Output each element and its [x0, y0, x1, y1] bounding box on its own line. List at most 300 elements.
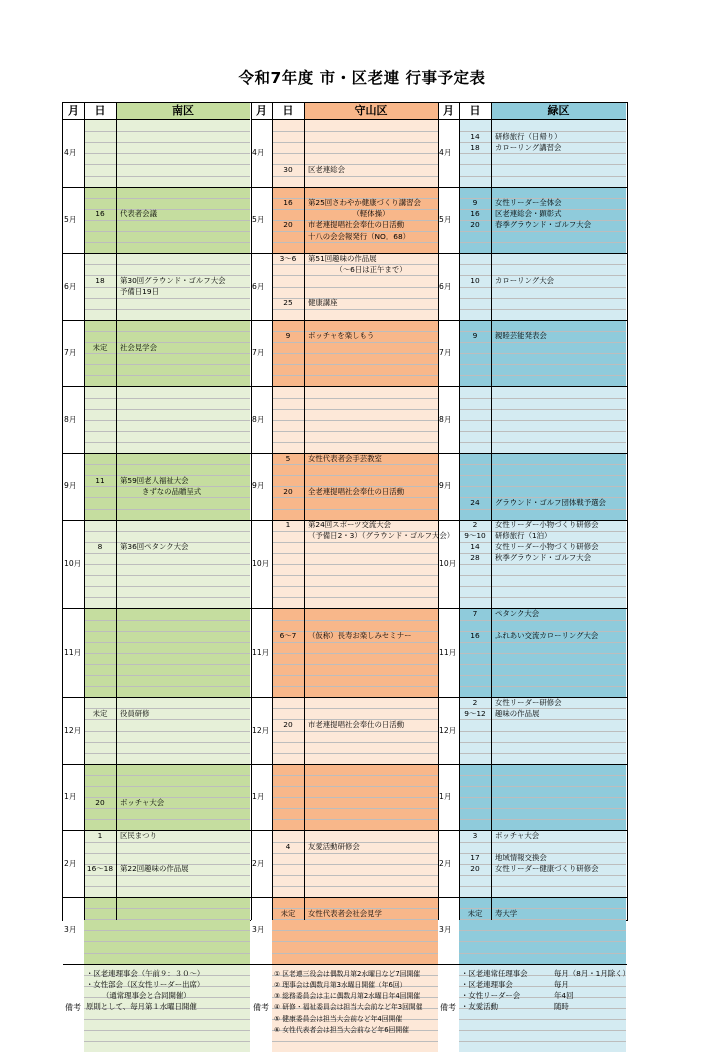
- event-day: 7: [472, 608, 478, 618]
- remarks-midori-label: ・友愛活動: [461, 1002, 498, 1012]
- row-line: [272, 409, 438, 410]
- event-text: 親睦芸能発表会: [495, 331, 547, 341]
- row-line: [272, 675, 438, 676]
- event-text: ふれあい交流カローリング大会: [495, 631, 599, 641]
- row-line: [459, 353, 626, 354]
- row-line: [272, 919, 438, 920]
- row-line: [84, 220, 250, 221]
- row-line: [272, 398, 438, 399]
- row-line: [84, 675, 250, 676]
- row-line: [272, 664, 438, 665]
- row-line: [459, 719, 626, 720]
- event-text: ペタンク大会: [495, 608, 540, 618]
- event-text: 区老連総会: [308, 164, 345, 174]
- event-text: 寿大学: [495, 908, 518, 918]
- remarks-midori-label: ・女性リーダー会: [461, 991, 521, 1001]
- row-line: [459, 642, 626, 643]
- row-line: [272, 1041, 438, 1042]
- row-line: [459, 930, 626, 931]
- month-label: 5月: [439, 214, 452, 224]
- row-line: [272, 153, 438, 154]
- row-line: [459, 153, 626, 154]
- row-line: [459, 586, 626, 587]
- month-label: 9月: [64, 481, 77, 491]
- row-line: [84, 597, 250, 598]
- row-line: [459, 1030, 626, 1031]
- event-day: 20: [283, 719, 293, 729]
- row-line: [459, 575, 626, 576]
- event-day: 9: [472, 198, 478, 208]
- row-line: [272, 708, 438, 709]
- event-day: 5: [285, 453, 291, 463]
- remarks-moriyama-line: ② 理事会は偶数月第3水曜日開催（年6回）: [274, 981, 407, 990]
- event-text: 区民まつり: [120, 830, 157, 840]
- month-label: 12月: [439, 725, 457, 735]
- remarks-moriyama-line: ① 区老連三役会は偶数月第2水曜日など7回開催: [274, 970, 421, 979]
- month-label: 10月: [252, 559, 270, 568]
- row-line: [459, 464, 626, 465]
- event-text: 女性代表者会社会見学: [308, 908, 382, 918]
- row-line: [272, 620, 438, 621]
- event-day: 14: [470, 131, 480, 141]
- row-line: [84, 420, 250, 421]
- event-day: 20: [283, 220, 293, 230]
- event-text: 役員研修: [120, 708, 150, 718]
- row-line: [84, 808, 250, 809]
- event-text: （仮称）長寿お楽しみセミナー: [308, 631, 412, 641]
- row-line: [459, 398, 626, 399]
- row-line: [84, 1019, 250, 1020]
- row-line: [272, 375, 438, 376]
- event-day: 9: [472, 331, 478, 341]
- row-line: [459, 675, 626, 676]
- month-label: 11月: [252, 647, 270, 657]
- row-line: [459, 164, 626, 165]
- event-day: 24: [470, 497, 480, 507]
- row-line: [459, 431, 626, 432]
- row-line: [84, 287, 250, 288]
- month-label: 6月: [64, 281, 77, 291]
- event-text: （予備日2・3）（グラウンド・ゴルフ大会）: [308, 531, 455, 541]
- row-line: [84, 509, 250, 510]
- month-separator: [63, 964, 627, 965]
- event-text: 第30回グラウンド・ゴルフ大会: [120, 275, 226, 285]
- event-day: 20: [95, 797, 105, 807]
- month-label: 3月: [64, 925, 77, 935]
- row-line: [459, 1041, 626, 1042]
- row-line: [272, 542, 438, 543]
- row-line: [459, 819, 626, 820]
- event-day: 9～12: [464, 708, 486, 718]
- month-separator: [63, 187, 627, 188]
- row-line: [84, 198, 250, 199]
- row-line: [272, 131, 438, 132]
- row-line: [459, 1019, 626, 1020]
- event-text: ボッチャ大会: [120, 797, 165, 807]
- event-day: 20: [283, 486, 293, 496]
- row-line: [84, 464, 250, 465]
- row-line: [272, 742, 438, 743]
- event-text: カローリング大会: [495, 275, 554, 285]
- row-line: [272, 564, 438, 565]
- row-line: [272, 497, 438, 498]
- row-line: [459, 564, 626, 565]
- row-line: [459, 941, 626, 942]
- event-text: 第24回スポーツ交流大会: [308, 520, 392, 530]
- remarks-minami-line: ・区老連理事会（午前９：３０～）: [86, 969, 205, 979]
- row-line: [272, 775, 438, 776]
- row-line: [84, 908, 250, 909]
- row-line: [459, 742, 626, 743]
- event-day: 9: [285, 331, 291, 341]
- row-line: [84, 586, 250, 587]
- row-line: [84, 941, 250, 942]
- row-line: [84, 930, 250, 931]
- event-text: 研修旅行（日帰り）: [495, 131, 562, 141]
- row-line: [84, 176, 250, 177]
- row-line: [272, 275, 438, 276]
- event-text: 趣味の作品展: [495, 708, 540, 718]
- row-line: [272, 642, 438, 643]
- row-line: [272, 242, 438, 243]
- row-line: [84, 153, 250, 154]
- remarks-label: 備考: [65, 1003, 81, 1012]
- month-label: 9月: [252, 481, 265, 491]
- month-label: 10月: [64, 559, 82, 568]
- row-line: [272, 176, 438, 177]
- header-day: 日: [84, 103, 116, 120]
- row-line: [84, 564, 250, 565]
- remarks-midori-label: ・区老連常任理事会: [461, 969, 528, 979]
- remarks-midori-value: 随時: [554, 1002, 569, 1012]
- row-line: [459, 842, 626, 843]
- row-line: [84, 409, 250, 410]
- event-text: 女性リーダー健康づくり研修会: [495, 864, 599, 874]
- remarks-moriyama-line: ④ 研修・福祉委員会は担当大会前など年3回開催: [274, 1003, 423, 1012]
- event-text: 予備日19日: [120, 287, 159, 296]
- row-line: [84, 497, 250, 498]
- month-label: 3月: [439, 925, 452, 935]
- row-line: [459, 309, 626, 310]
- month-label: 11月: [439, 647, 457, 657]
- row-line: [84, 653, 250, 654]
- month-label: 4月: [252, 148, 265, 158]
- row-line: [84, 553, 250, 554]
- event-day: 30: [283, 164, 293, 174]
- row-line: [459, 231, 626, 232]
- event-day: 10: [470, 275, 480, 285]
- month-label: 6月: [252, 281, 265, 291]
- event-text: きずなの品贈呈式: [142, 486, 202, 496]
- event-day: 25: [283, 298, 293, 308]
- month-label: 8月: [64, 414, 77, 424]
- month-label: 2月: [439, 858, 452, 868]
- page-title: 令和7年度 市・区老連 行事予定表: [238, 69, 486, 87]
- row-line: [84, 919, 250, 920]
- event-text: 友愛活動研修会: [308, 842, 360, 851]
- row-line: [84, 753, 250, 754]
- row-line: [459, 176, 626, 177]
- month-separator: [63, 386, 627, 387]
- event-text: 春季グラウンド・ゴルフ大会: [495, 220, 592, 230]
- header-month: 月: [251, 103, 272, 120]
- event-day: 4: [285, 842, 291, 851]
- month-separator: [63, 764, 627, 765]
- row-line: [459, 775, 626, 776]
- row-line: [459, 420, 626, 421]
- event-text: 第59回老人福祉大会: [120, 475, 189, 485]
- row-line: [272, 586, 438, 587]
- row-line: [272, 442, 438, 443]
- row-line: [459, 797, 626, 798]
- event-day: 20: [470, 864, 480, 874]
- month-label: 2月: [64, 858, 77, 868]
- event-day: 2: [472, 520, 478, 530]
- event-day: 18: [470, 142, 480, 152]
- month-label: 2月: [252, 858, 265, 868]
- row-line: [84, 686, 250, 687]
- event-day: 2: [472, 697, 478, 707]
- row-line: [272, 553, 438, 554]
- row-line: [84, 719, 250, 720]
- row-line: [459, 919, 626, 920]
- month-label: 1月: [64, 792, 77, 802]
- row-line: [84, 431, 250, 432]
- event-text: ボッチャを楽しもう: [308, 331, 375, 341]
- row-line: [84, 164, 250, 165]
- event-day: 16: [470, 631, 480, 641]
- row-line: [84, 886, 250, 887]
- row-line: [84, 742, 250, 743]
- event-day: 16: [470, 209, 480, 219]
- event-day: 16～18: [86, 864, 114, 874]
- event-text: 女性リーダー研修会: [495, 697, 562, 707]
- event-text: （～6日は正午まで）: [335, 264, 407, 274]
- month-label: 11月: [64, 647, 82, 657]
- row-line: [459, 242, 626, 243]
- header-day: 日: [272, 103, 304, 120]
- month-label: 12月: [252, 725, 270, 735]
- row-line: [84, 142, 250, 143]
- month-label: 8月: [252, 414, 265, 424]
- row-line: [272, 930, 438, 931]
- month-label: 1月: [252, 792, 265, 802]
- event-text: 全老連提唱社会奉仕の日活動: [308, 486, 405, 496]
- row-line: [272, 875, 438, 876]
- row-line: [272, 797, 438, 798]
- event-day: 17: [470, 853, 480, 863]
- event-day: 20: [470, 220, 480, 230]
- header-month: 月: [438, 103, 459, 120]
- row-line: [84, 531, 250, 532]
- row-line: [84, 331, 250, 332]
- row-line: [84, 1041, 250, 1042]
- row-line: [272, 731, 438, 732]
- event-text: 秋季グラウンド・ゴルフ大会: [495, 553, 592, 563]
- row-line: [84, 353, 250, 354]
- month-separator: [63, 320, 627, 321]
- row-line: [272, 886, 438, 887]
- schedule-table: [62, 102, 630, 1034]
- row-line: [459, 664, 626, 665]
- row-line: [272, 686, 438, 687]
- event-text: 第36回ペタンク大会: [120, 542, 189, 552]
- row-line: [459, 786, 626, 787]
- remarks-minami-line: 原則として、毎月第１水曜日開催: [86, 1002, 197, 1012]
- event-day: 未定: [467, 908, 483, 918]
- row-line: [459, 364, 626, 365]
- row-line: [459, 808, 626, 809]
- row-line: [84, 364, 250, 365]
- event-text: 第22回趣味の作品展: [120, 864, 189, 874]
- event-day: 11: [95, 475, 105, 485]
- event-day: 未定: [92, 708, 108, 718]
- row-line: [84, 775, 250, 776]
- row-line: [272, 364, 438, 365]
- row-line: [272, 309, 438, 310]
- month-label: 6月: [439, 281, 452, 291]
- row-line: [459, 509, 626, 510]
- event-day: 16: [283, 198, 293, 208]
- row-line: [272, 464, 438, 465]
- row-line: [84, 309, 250, 310]
- remarks-midori-label: ・区老連理事会: [461, 980, 513, 990]
- remarks-label: 備考: [440, 1003, 456, 1012]
- month-label: 5月: [64, 214, 77, 224]
- row-line: [272, 808, 438, 809]
- row-line: [459, 686, 626, 687]
- event-text: 市老連提唱社会奉仕の日活動: [308, 220, 405, 230]
- event-text: 女性リーダー小物づくり研修会: [495, 542, 599, 552]
- header-midori: 緑区: [491, 103, 626, 120]
- event-text: 社会見学会: [120, 342, 157, 352]
- row-line: [84, 786, 250, 787]
- remarks-label: 備考: [253, 1003, 269, 1012]
- event-day: 1: [97, 830, 103, 840]
- row-line: [84, 264, 250, 265]
- event-text: 区老連総会・顕彰式: [495, 209, 562, 219]
- row-line: [84, 620, 250, 621]
- row-line: [459, 409, 626, 410]
- remarks-moriyama-line: ⑥ 女性代表者会は担当大会前など年6回開催: [274, 1025, 409, 1034]
- event-text: （軽体操）: [352, 209, 390, 219]
- row-line: [272, 509, 438, 510]
- row-line: [84, 842, 250, 843]
- row-line: [84, 231, 250, 232]
- event-day: 8: [97, 542, 103, 552]
- row-line: [84, 298, 250, 299]
- month-label: 10月: [439, 559, 457, 568]
- event-text: 女性リーダー小物づくり研修会: [495, 520, 599, 530]
- month-separator: [63, 608, 627, 609]
- event-day: 3: [472, 830, 478, 840]
- row-line: [272, 653, 438, 654]
- row-line: [459, 342, 626, 343]
- event-text: 女性代表者会手芸教室: [308, 453, 382, 463]
- row-line: [272, 142, 438, 143]
- column-line: [491, 103, 492, 920]
- row-line: [272, 819, 438, 820]
- row-line: [459, 442, 626, 443]
- event-text: 健康講座: [308, 298, 338, 308]
- row-line: [84, 442, 250, 443]
- month-label: 1月: [439, 792, 452, 802]
- month-label: 7月: [252, 348, 265, 358]
- row-line: [84, 819, 250, 820]
- row-line: [459, 753, 626, 754]
- month-column-fill: [251, 120, 272, 1052]
- row-line: [84, 575, 250, 576]
- event-text: 市老連提唱社会奉仕の日活動: [308, 719, 405, 729]
- event-text: 研修旅行（1泊）: [495, 531, 552, 541]
- row-line: [459, 875, 626, 876]
- month-label: 5月: [252, 214, 265, 224]
- month-label: 12月: [64, 725, 82, 735]
- row-line: [272, 287, 438, 288]
- event-day: 14: [470, 542, 480, 552]
- row-line: [84, 642, 250, 643]
- row-line: [459, 731, 626, 732]
- row-line: [272, 420, 438, 421]
- row-line: [84, 953, 250, 954]
- event-text: 第51回趣味の作品展: [308, 253, 377, 263]
- row-line: [272, 786, 438, 787]
- remarks-midori-value: 毎月（8月・1月除く）: [554, 969, 630, 979]
- month-column-fill: [63, 120, 84, 1052]
- event-day: 未定: [92, 342, 108, 352]
- row-line: [272, 753, 438, 754]
- month-separator: [63, 897, 627, 898]
- row-line: [459, 886, 626, 887]
- row-line: [459, 287, 626, 288]
- month-label: 4月: [439, 148, 452, 158]
- header-moriyama: 守山区: [304, 103, 438, 120]
- remarks-minami-line: （通常理事会と合同開催）: [102, 991, 191, 1001]
- row-line: [84, 398, 250, 399]
- header-day: 日: [459, 103, 491, 120]
- row-line: [272, 353, 438, 354]
- row-line: [459, 597, 626, 598]
- row-line: [459, 953, 626, 954]
- row-line: [459, 375, 626, 376]
- month-label: 4月: [64, 148, 77, 158]
- row-line: [272, 597, 438, 598]
- row-line: [272, 853, 438, 854]
- event-day: 3～6: [279, 253, 297, 263]
- event-day: 16: [95, 209, 105, 219]
- event-day: 18: [95, 275, 105, 285]
- remarks-minami-line: ・女性部会（区女性リーダー出席）: [86, 980, 205, 990]
- remarks-moriyama-line: ⑤ 健康委員会は担当大会前など年4回開催: [274, 1014, 403, 1023]
- row-line: [272, 342, 438, 343]
- row-line: [84, 664, 250, 665]
- row-line: [272, 475, 438, 476]
- column-line: [116, 103, 117, 920]
- row-line: [272, 575, 438, 576]
- row-line: [272, 953, 438, 954]
- event-text: 十八の会会報発行（NO．68）: [308, 231, 411, 241]
- month-column-fill: [438, 120, 459, 1052]
- month-label: 9月: [439, 481, 452, 491]
- row-line: [272, 431, 438, 432]
- month-label: 7月: [439, 348, 452, 358]
- event-day: 1: [285, 520, 291, 530]
- event-day: 28: [470, 553, 480, 563]
- event-text: ボッチャ大会: [495, 830, 540, 840]
- row-line: [84, 131, 250, 132]
- month-label: 7月: [64, 348, 77, 358]
- event-text: 第25回さわやか健康づくり講習会: [308, 198, 421, 208]
